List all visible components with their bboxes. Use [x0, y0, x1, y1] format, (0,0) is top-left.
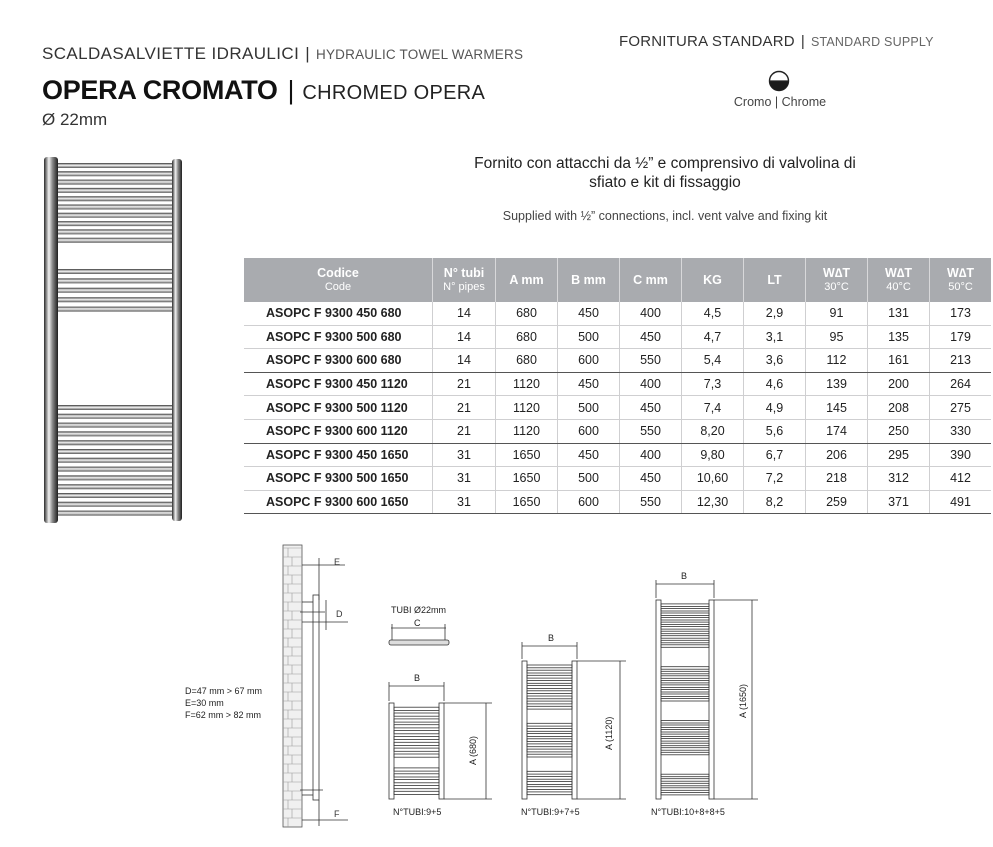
- value-cell: 131: [868, 302, 930, 325]
- drawing-tube: [394, 736, 439, 739]
- drawing-tube: [661, 748, 709, 751]
- towel-bar: [54, 205, 178, 210]
- dim-e-label: E: [334, 557, 341, 567]
- towel-bar: [54, 213, 178, 218]
- towel-bar: [54, 467, 178, 472]
- value-cell: 91: [806, 302, 868, 325]
- drawing-tube: [661, 690, 709, 693]
- towel-bar: [54, 475, 178, 480]
- drawing-tube: [661, 725, 709, 728]
- drawing-tube: [527, 686, 572, 689]
- value-cell: 450: [558, 443, 620, 467]
- code-cell: ASOPC F 9300 600 680: [244, 349, 433, 373]
- category-en: HYDRAULIC TOWEL WARMERS: [316, 47, 524, 62]
- value-cell: 7,4: [682, 396, 744, 420]
- value-cell: 7,2: [744, 467, 806, 491]
- value-cell: 264: [930, 372, 992, 396]
- drawing-rail: [656, 600, 661, 799]
- value-cell: 1650: [496, 443, 558, 467]
- supply-note-en: Supplied with ½” connections, incl. vent valve and fixing kit: [502, 209, 828, 223]
- code-cell: ASOPC F 9300 500 1120: [244, 396, 433, 420]
- towel-bar: [54, 180, 178, 185]
- value-cell: 14: [433, 325, 496, 349]
- col-header-wdt30: W∆T 30°C: [806, 258, 868, 302]
- value-cell: 550: [620, 349, 682, 373]
- drawing-tube: [527, 691, 572, 694]
- value-cell: 450: [558, 372, 620, 396]
- drawing-tube: [661, 622, 709, 625]
- value-cell: 259: [806, 490, 868, 514]
- drawing-tube: [661, 730, 709, 733]
- value-cell: 371: [868, 490, 930, 514]
- drawing-tube: [394, 768, 439, 771]
- table-row: [244, 349, 991, 373]
- drawing-tube: [661, 792, 709, 795]
- col-header-a: A mm: [496, 258, 558, 302]
- drawing-tube: [661, 636, 709, 639]
- drawing-rail: [389, 703, 394, 799]
- col-header-b: B mm: [558, 258, 620, 302]
- value-cell: 112: [806, 349, 868, 373]
- value-cell: 4,6: [744, 372, 806, 396]
- title-separator: |: [287, 75, 295, 105]
- drawing-tube: [527, 744, 572, 747]
- code-cell: ASOPC F 9300 450 1120: [244, 372, 433, 396]
- value-cell: 450: [620, 467, 682, 491]
- drawing-tube: [394, 742, 439, 745]
- drawing-tube: [527, 734, 572, 737]
- drawing-tube: [661, 667, 709, 670]
- value-cell: 161: [868, 349, 930, 373]
- value-cell: 600: [558, 419, 620, 443]
- towel-bar: [54, 238, 178, 243]
- towel-bar: [54, 297, 178, 302]
- drawing-tube: [661, 618, 709, 621]
- dim-c-label: C: [414, 618, 421, 628]
- drawing-tube: [527, 771, 572, 774]
- value-cell: 139: [806, 372, 868, 396]
- supply-it: FORNITURA STANDARD: [619, 33, 795, 50]
- towel-bar: [54, 163, 178, 168]
- value-cell: 9,80: [682, 443, 744, 467]
- drawing-tube: [527, 670, 572, 673]
- value-cell: 200: [868, 372, 930, 396]
- value-cell: 312: [868, 467, 930, 491]
- drawing-tube: [527, 706, 572, 709]
- towel-bar: [54, 229, 178, 234]
- drawing-tube: [661, 604, 709, 607]
- value-cell: 6,7: [744, 443, 806, 467]
- medium-b-label: B: [548, 633, 555, 643]
- drawing-tube: [661, 685, 709, 688]
- drawing-tube: [394, 786, 439, 789]
- drawing-tube: [527, 749, 572, 752]
- col-header-c: C mm: [620, 258, 682, 302]
- value-cell: 1120: [496, 396, 558, 420]
- standard-supply-heading: [619, 33, 934, 50]
- col-header-pipes: N° tubi N° pipes: [433, 258, 496, 302]
- category-heading: [42, 44, 523, 64]
- drawing-tube: [394, 754, 439, 757]
- towel-bar: [54, 449, 178, 454]
- value-cell: 135: [868, 325, 930, 349]
- drawing-tube: [661, 645, 709, 648]
- drawing-tube: [527, 776, 572, 779]
- drawing-tube: [661, 774, 709, 777]
- drawing-tube: [527, 782, 572, 785]
- towel-bar: [54, 484, 178, 489]
- value-cell: 4,9: [744, 396, 806, 420]
- value-cell: 21: [433, 372, 496, 396]
- value-cell: 14: [433, 349, 496, 373]
- spec-table: [244, 258, 991, 514]
- value-cell: 450: [558, 302, 620, 325]
- towel-bar: [54, 188, 178, 193]
- drawing-tube: [527, 739, 572, 742]
- drawing-tube: [661, 743, 709, 746]
- value-cell: 4,5: [682, 302, 744, 325]
- value-cell: 1120: [496, 419, 558, 443]
- product-title: [42, 75, 485, 106]
- value-cell: 21: [433, 396, 496, 420]
- value-cell: 179: [930, 325, 992, 349]
- value-cell: 95: [806, 325, 868, 349]
- drawing-tube: [394, 791, 439, 794]
- pipe-label: TUBI Ø22mm: [391, 605, 447, 615]
- value-cell: 250: [868, 419, 930, 443]
- value-cell: 5,4: [682, 349, 744, 373]
- side-note-2: E=30 mm: [185, 698, 224, 708]
- drawing-tube: [661, 734, 709, 737]
- towel-bar: [54, 405, 178, 410]
- col-header-wdt50: W∆T 50°C: [930, 258, 992, 302]
- value-cell: 680: [496, 325, 558, 349]
- value-cell: 450: [620, 325, 682, 349]
- drawing-tube: [527, 723, 572, 726]
- value-cell: 500: [558, 325, 620, 349]
- value-cell: 208: [868, 396, 930, 420]
- value-cell: 600: [558, 349, 620, 373]
- col-header-wdt40: W∆T 40°C: [868, 258, 930, 302]
- value-cell: 500: [558, 396, 620, 420]
- drawing-tube: [527, 754, 572, 757]
- pipe-top-view: [389, 624, 449, 645]
- drawing-rail: [439, 703, 444, 799]
- drawing-tube: [661, 627, 709, 630]
- large-a-label: A (1650): [738, 683, 748, 718]
- table-row: [244, 419, 991, 443]
- drawing-tube: [527, 675, 572, 678]
- drawing-tube: [394, 719, 439, 722]
- supply-separator: |: [800, 33, 805, 50]
- chrome-finish-icon: [768, 70, 790, 92]
- value-cell: 680: [496, 302, 558, 325]
- towel-bar: [54, 288, 178, 293]
- supply-note-it: Fornito con attacchi da ½” e comprensivo di valvolina di sfiato e kit di fissaggio: [474, 155, 856, 191]
- towel-bar: [54, 431, 178, 436]
- table-header-row: [244, 258, 991, 302]
- towel-bar: [54, 414, 178, 419]
- left-rail: [44, 157, 58, 523]
- table-row: [244, 490, 991, 514]
- value-cell: 31: [433, 467, 496, 491]
- drawing-tube: [394, 731, 439, 734]
- value-cell: 8,2: [744, 490, 806, 514]
- drawing-tube: [394, 780, 439, 783]
- value-cell: 412: [930, 467, 992, 491]
- value-cell: 4,7: [682, 325, 744, 349]
- towel-bar: [54, 307, 178, 312]
- code-cell: ASOPC F 9300 450 680: [244, 302, 433, 325]
- drawing-tube: [527, 701, 572, 704]
- towel-bar: [54, 171, 178, 176]
- pipe-diameter: Ø 22mm: [42, 110, 108, 129]
- drawing-rail: [709, 600, 714, 799]
- side-note-1: D=47 mm > 67 mm: [185, 686, 263, 696]
- drawing-tube: [527, 787, 572, 790]
- drawing-tube: [394, 748, 439, 751]
- drawing-tube: [661, 613, 709, 616]
- value-cell: 400: [620, 302, 682, 325]
- small-b-label: B: [414, 673, 421, 683]
- value-cell: 1120: [496, 372, 558, 396]
- code-cell: ASOPC F 9300 600 1120: [244, 419, 433, 443]
- value-cell: 1650: [496, 490, 558, 514]
- drawing-tube: [661, 694, 709, 697]
- table-row: [244, 396, 991, 420]
- value-cell: 3,6: [744, 349, 806, 373]
- drawing-rail: [522, 661, 527, 799]
- category-it: SCALDASALVIETTE IDRAULICI: [42, 44, 300, 63]
- value-cell: 400: [620, 443, 682, 467]
- drawing-tube: [394, 774, 439, 777]
- value-cell: 14: [433, 302, 496, 325]
- towel-bar: [54, 423, 178, 428]
- value-cell: 295: [868, 443, 930, 467]
- drawing-tube: [527, 696, 572, 699]
- finish-label: Cromo | Chrome: [733, 95, 827, 109]
- value-cell: 206: [806, 443, 868, 467]
- drawing-tube: [527, 665, 572, 668]
- side-note-3: F=62 mm > 82 mm: [185, 710, 262, 720]
- category-separator: |: [305, 44, 311, 63]
- medium-tubes-label: N°TUBI:9+7+5: [521, 807, 580, 817]
- large-b-label: B: [681, 571, 688, 581]
- code-cell: ASOPC F 9300 600 1650: [244, 490, 433, 514]
- value-cell: 500: [558, 467, 620, 491]
- towel-bar: [54, 502, 178, 507]
- drawing-tube: [661, 631, 709, 634]
- table-row: [244, 302, 991, 325]
- col-header-kg: KG: [682, 258, 744, 302]
- value-cell: 173: [930, 302, 992, 325]
- table-row: [244, 325, 991, 349]
- value-cell: 8,20: [682, 419, 744, 443]
- value-cell: 491: [930, 490, 992, 514]
- title-it: OPERA CROMATO: [42, 75, 278, 105]
- value-cell: 145: [806, 396, 868, 420]
- code-cell: ASOPC F 9300 500 1650: [244, 467, 433, 491]
- drawing-tube: [661, 752, 709, 755]
- dim-d-label: D: [336, 609, 343, 619]
- towel-bar: [54, 493, 178, 498]
- value-cell: 550: [620, 490, 682, 514]
- towel-bar: [54, 269, 178, 274]
- radiator-1120-drawing: [522, 642, 626, 799]
- value-cell: 550: [620, 419, 682, 443]
- value-cell: 2,9: [744, 302, 806, 325]
- value-cell: 390: [930, 443, 992, 467]
- value-cell: 10,60: [682, 467, 744, 491]
- code-cell: ASOPC F 9300 450 1650: [244, 443, 433, 467]
- drawing-tube: [661, 609, 709, 612]
- value-cell: 7,3: [682, 372, 744, 396]
- drawing-tube: [661, 779, 709, 782]
- drawing-tube: [661, 788, 709, 791]
- towel-bar: [54, 278, 178, 283]
- dim-f-label: F: [334, 809, 340, 819]
- radiator-1650-drawing: [656, 580, 758, 799]
- drawing-tube: [527, 681, 572, 684]
- towel-bar: [54, 440, 178, 445]
- drawing-tube: [661, 680, 709, 683]
- drawing-tube: [661, 721, 709, 724]
- drawing-tube: [661, 671, 709, 674]
- drawing-tube: [661, 676, 709, 679]
- drawing-tube: [661, 783, 709, 786]
- towel-bar: [54, 458, 178, 463]
- small-a-label: A (680): [468, 735, 478, 765]
- product-photo: [40, 155, 190, 527]
- towel-bar: [54, 221, 178, 226]
- drawing-tube: [661, 640, 709, 643]
- value-cell: 330: [930, 419, 992, 443]
- value-cell: 174: [806, 419, 868, 443]
- right-rail: [172, 159, 182, 521]
- drawing-tube: [661, 699, 709, 702]
- col-header-lt: LT: [744, 258, 806, 302]
- value-cell: 31: [433, 490, 496, 514]
- table-row: [244, 467, 991, 491]
- value-cell: 21: [433, 419, 496, 443]
- value-cell: 1650: [496, 467, 558, 491]
- supply-en: STANDARD SUPPLY: [810, 35, 934, 49]
- value-cell: 218: [806, 467, 868, 491]
- drawing-rail: [572, 661, 577, 799]
- value-cell: 5,6: [744, 419, 806, 443]
- medium-a-label: A (1120): [604, 716, 614, 750]
- drawing-tube: [527, 792, 572, 795]
- drawing-tube: [394, 713, 439, 716]
- table-row: [244, 372, 991, 396]
- side-view-drawing: [283, 545, 348, 827]
- value-cell: 680: [496, 349, 558, 373]
- code-cell: ASOPC F 9300 500 680: [244, 325, 433, 349]
- col-header-code: Codice Code: [244, 258, 433, 302]
- value-cell: 600: [558, 490, 620, 514]
- value-cell: 213: [930, 349, 992, 373]
- towel-bar: [54, 196, 178, 201]
- value-cell: 31: [433, 443, 496, 467]
- table-row: [244, 443, 991, 467]
- towel-bar: [54, 511, 178, 516]
- value-cell: 275: [930, 396, 992, 420]
- drawing-tube: [527, 729, 572, 732]
- drawing-tube: [661, 739, 709, 742]
- title-en: CHROMED OPERA: [302, 82, 486, 104]
- small-tubes-label: N°TUBI:9+5: [393, 807, 442, 817]
- large-tubes-label: N°TUBI:10+8+8+5: [651, 807, 725, 817]
- drawing-tube: [394, 707, 439, 710]
- value-cell: 450: [620, 396, 682, 420]
- value-cell: 400: [620, 372, 682, 396]
- drawing-tube: [394, 725, 439, 728]
- value-cell: 3,1: [744, 325, 806, 349]
- radiator-680-drawing: [389, 682, 492, 799]
- value-cell: 12,30: [682, 490, 744, 514]
